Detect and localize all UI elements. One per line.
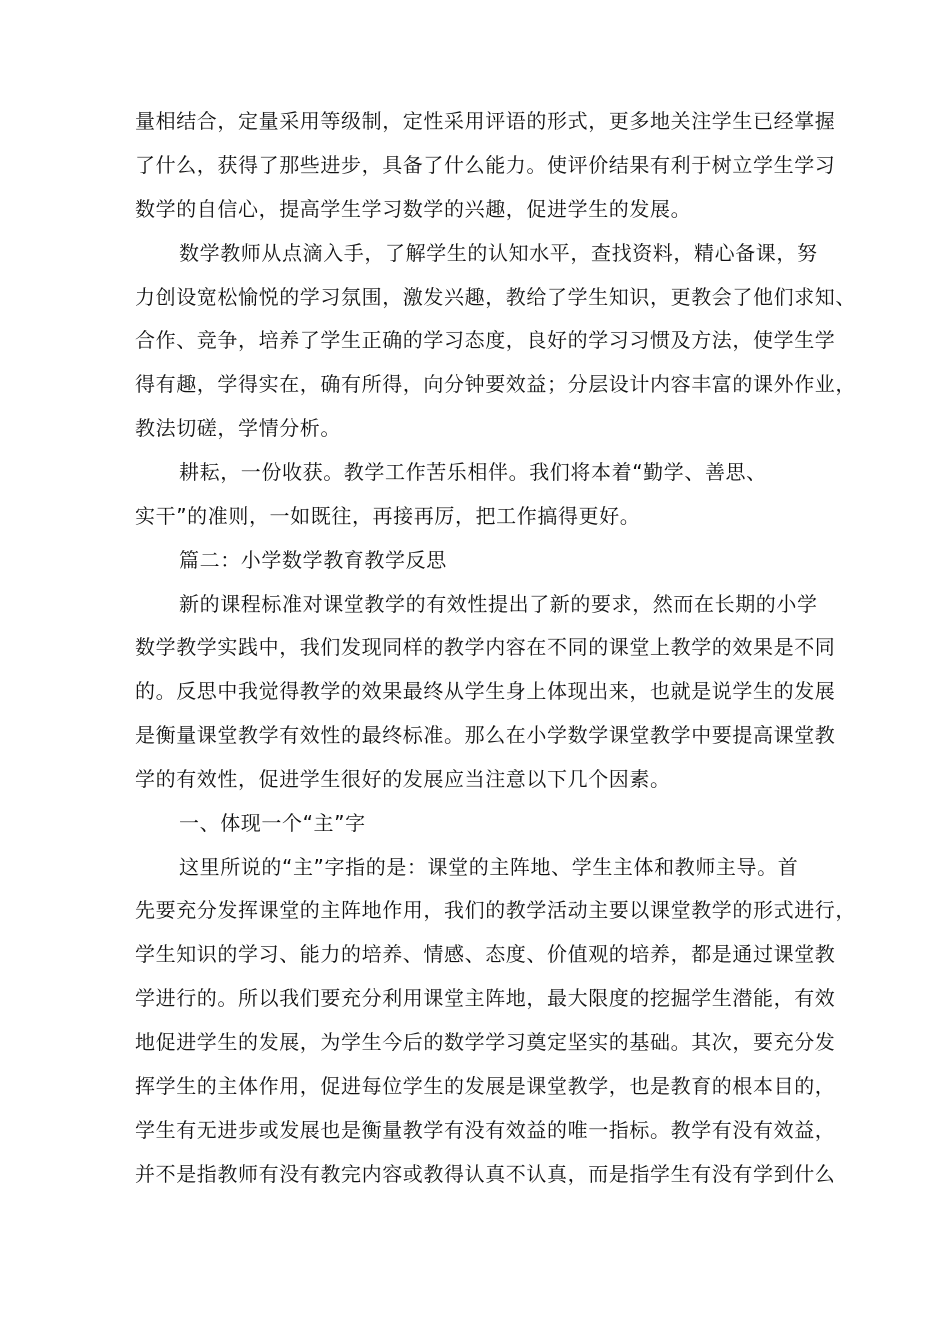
text-line: 这里所说的“主”字指的是：课堂的主阵地、学生主体和教师主导。首 — [179, 855, 799, 879]
text-line: 了什么，获得了那些进步，具备了什么能力。使评价结果有利于树立学生学习 — [135, 153, 836, 177]
text-line: 得有趣，学得实在，确有所得，向分钟要效益；分层设计内容丰富的课外作业， — [135, 372, 856, 396]
text-line: 先要充分发挥课堂的主阵地作用，我们的教学活动主要以课堂教学的形式进行， — [135, 898, 856, 922]
text-line: 是衡量课堂教学有效性的最终标准。那么在小学数学课堂教学中要提高课堂教 — [135, 723, 836, 747]
text-line: 的。反思中我觉得教学的效果最终从学生身上体现出来，也就是说学生的发展 — [135, 679, 836, 703]
text-line: 挥学生的主体作用，促进每位学生的发展是课堂教学，也是教育的根本目的， — [135, 1074, 836, 1098]
text-line: 并不是指教师有没有教完内容或教得认真不认真，而是指学生有没有学到什么 — [135, 1162, 836, 1186]
text-line: 学进行的。所以我们要充分利用课堂主阵地，最大限度的挖掘学生潜能，有效 — [135, 986, 836, 1010]
text-line: 实干”的准则，一如既往，再接再厉，把工作搞得更好。 — [135, 504, 641, 528]
text-line: 学生有无进步或发展也是衡量教学有没有效益的唯一指标。教学有没有效益， — [135, 1118, 836, 1142]
text-line: 数学的自信心，提高学生学习数学的兴趣，促进学生的发展。 — [135, 197, 692, 221]
subsection-heading: 一、体现一个“主”字 — [179, 811, 366, 835]
text-line: 新的课程标准对课堂教学的有效性提出了新的要求，然而在长期的小学 — [179, 592, 818, 616]
text-line: 教法切磋，学情分析。 — [135, 416, 341, 440]
text-line: 数学教师从点滴入手，了解学生的认知水平，查找资料，精心备课，努 — [179, 241, 818, 265]
text-line: 学的有效性，促进学生很好的发展应当注意以下几个因素。 — [135, 767, 671, 791]
text-line: 学生知识的学习、能力的培养、情感、态度、价值观的培养，都是通过课堂教 — [135, 942, 836, 966]
section-heading: 篇二：小学数学教育教学反思 — [179, 548, 447, 572]
text-line: 量相结合，定量采用等级制，定性采用评语的形式，更多地关注学生已经掌握 — [135, 109, 836, 133]
text-line: 数学教学实践中，我们发现同样的教学内容在不同的课堂上教学的效果是不同 — [135, 635, 836, 659]
text-line: 耕耘，一份收获。教学工作苦乐相伴。我们将本着“勤学、善思、 — [179, 460, 767, 484]
text-line: 合作、竞争，培养了学生正确的学习态度，良好的学习习惯及方法，使学生学 — [135, 328, 836, 352]
text-line: 力创设宽松愉悦的学习氛围，激发兴趣，教给了学生知识，更教会了他们求知、 — [135, 285, 856, 309]
text-line: 地促进学生的发展，为学生今后的数学学习奠定坚实的基础。其次，要充分发 — [135, 1030, 836, 1054]
